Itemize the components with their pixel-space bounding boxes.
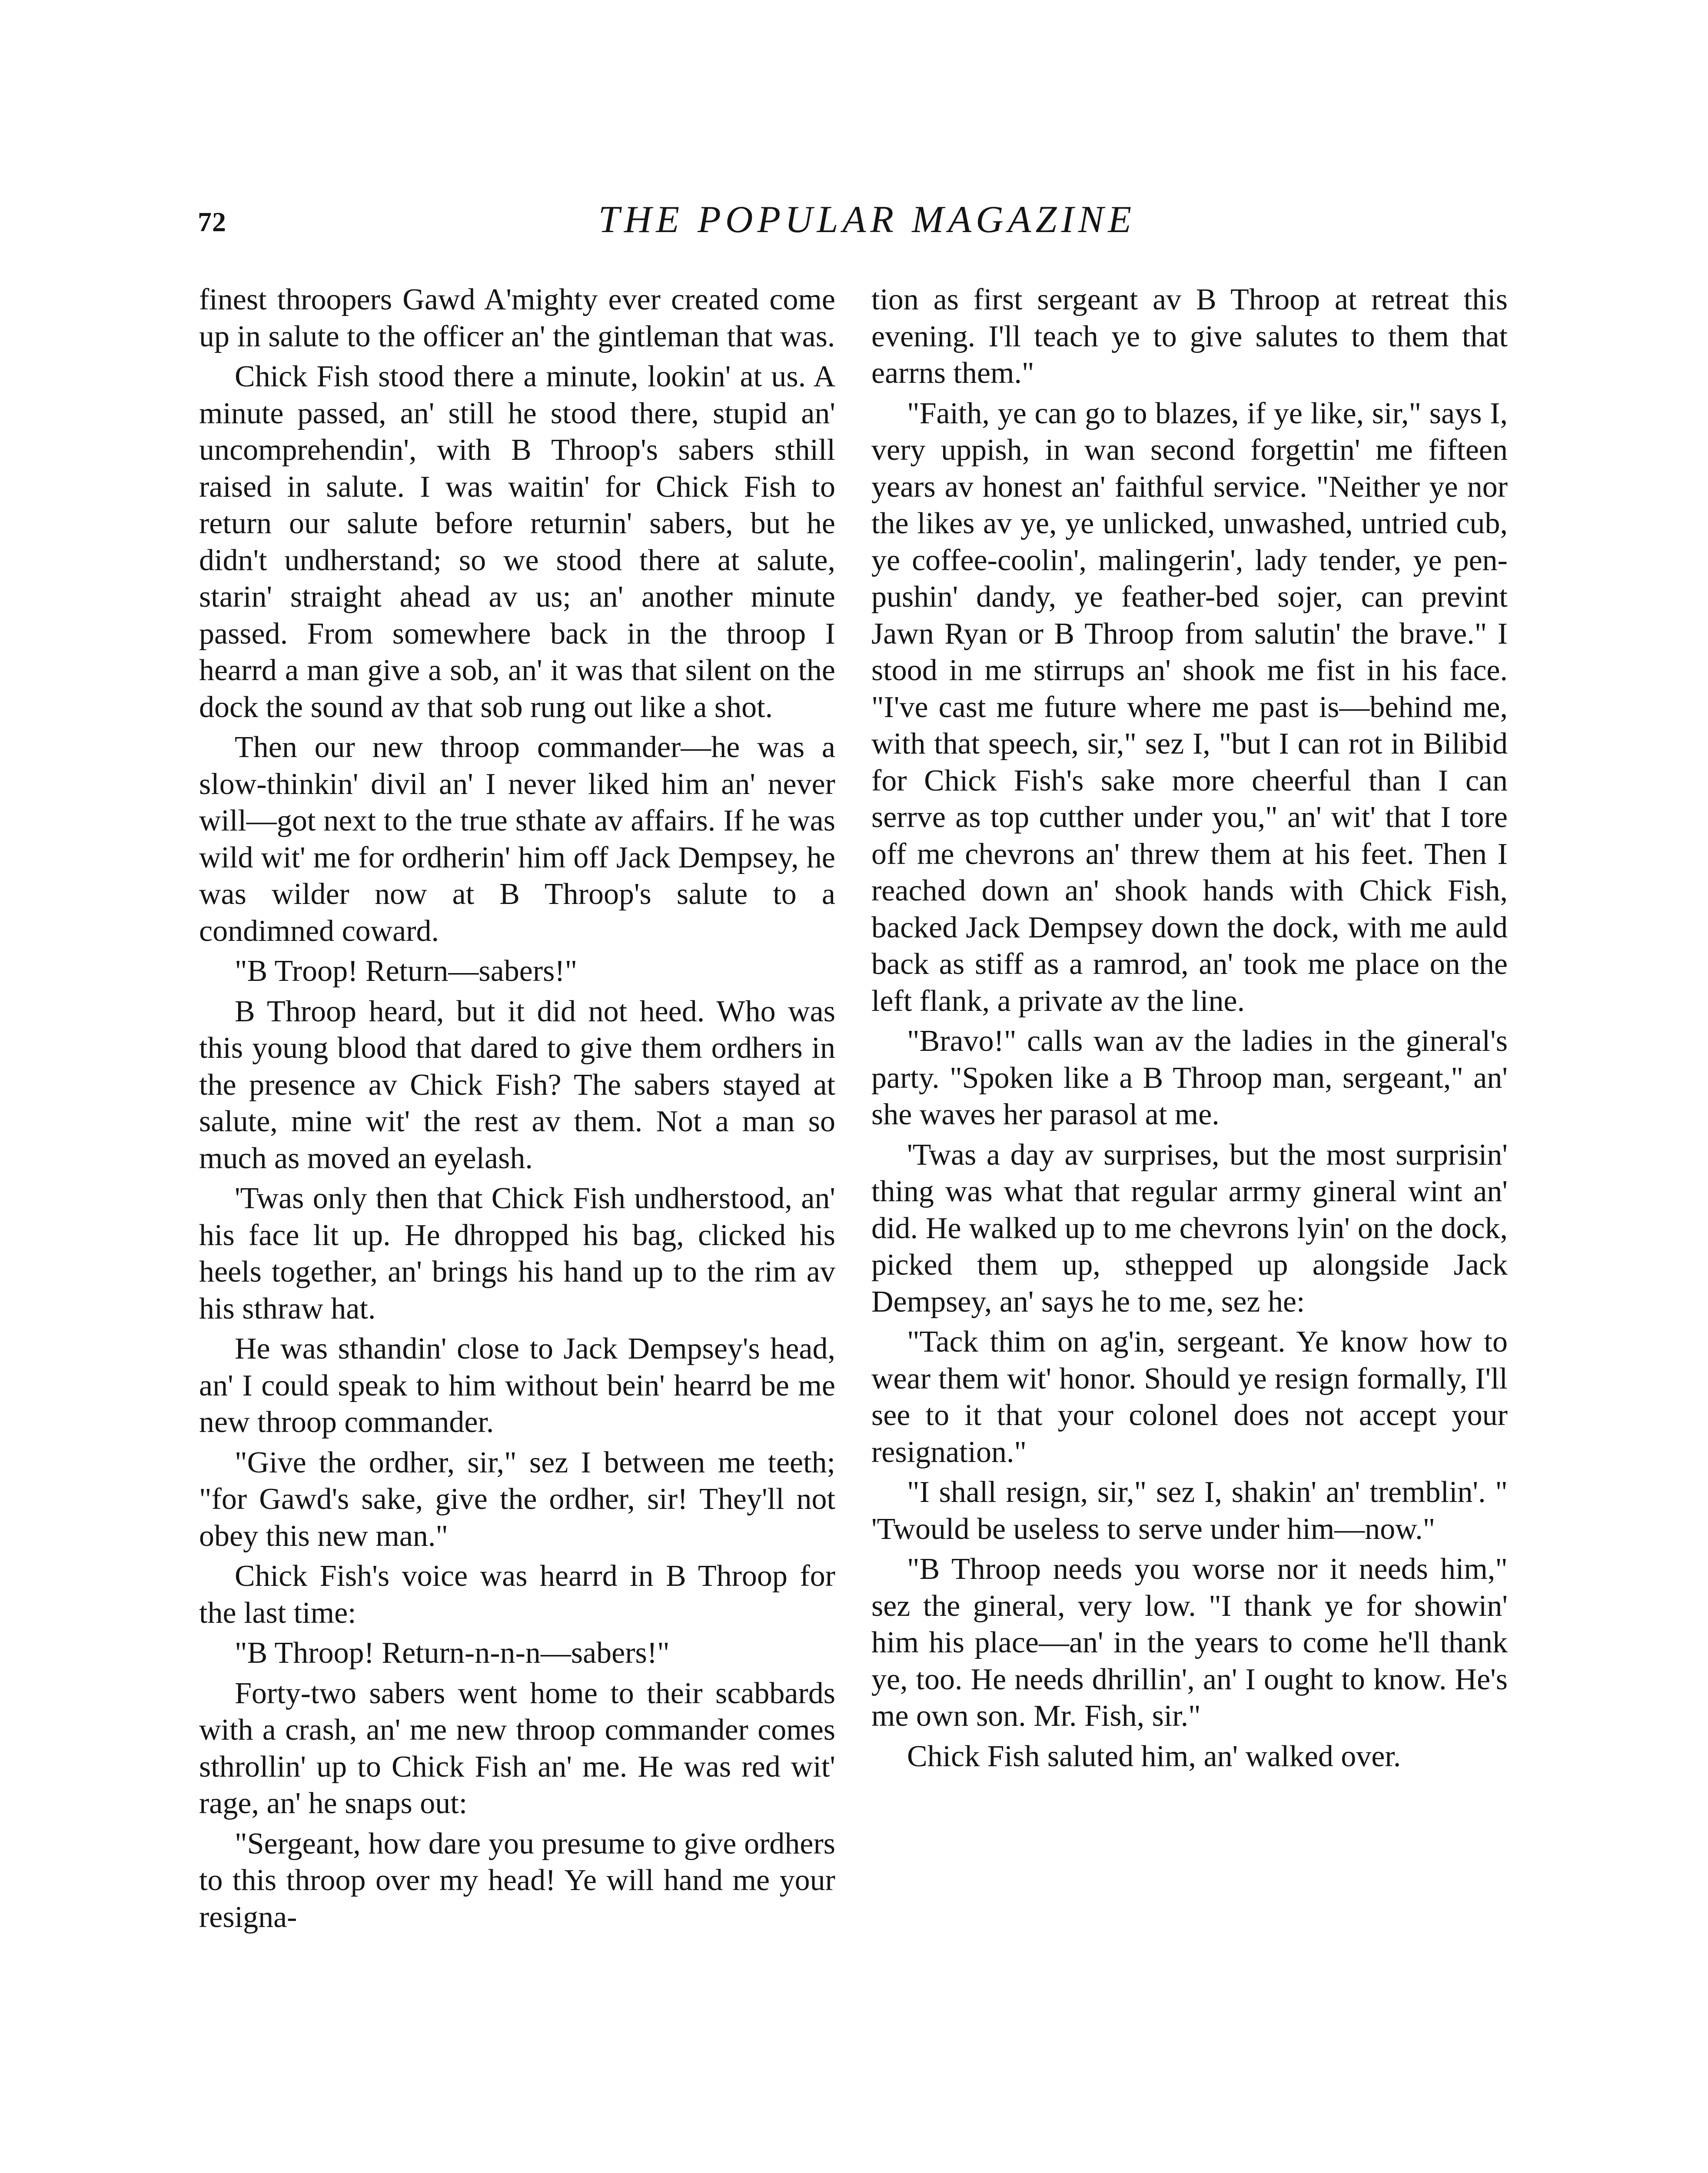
paragraph: 'Twas a day av surprises, but the most surprisin' thing was what that regular arrmy gineral wint an' did. He walked up to me chevrons lyin' on the dock, picked them up, sthepped up alongside Jack Dempsey, an' says he to me, sez he: [871,1138,1508,1319]
paragraph: finest throopers Gawd A'mighty ever created come up in salute to the officer an' the gintleman that was. [199,283,835,353]
paragraph: "Faith, ye can go to blazes, if ye like, sir," says I, very uppish, in wan second forgettin' me fifteen years av honest an' faithful service. "Neither ye nor the likes av ye, ye unlicked, unwashed, untried cub, ye coffee-coolin', malingerin', lady tender, ye pen-pushin' dandy, ye feather-bed sojer, can prevint Jawn Ryan or B Throop from salutin' the brave." I stood in me stirrups an' shook me fist in his face. "I've cast me future where me past is—behind me, with that speech, sir," sez I, "but I can rot in Bilibid for Chick Fish's sake more cheerful than I can serrve as top cutther under you," an' wit' that I tore off me chevrons an' threw them at his feet. Then I reached down an' shook hands with Chick Fish, backed Jack Dempsey down the dock, with me auld back as stiff as a ramrod, an' took me place on the left flank, a private av the line. [871,396,1508,1018]
left-column [199,282,835,1939]
paragraph: tion as first sergeant av B Throop at retreat this evening. I'll teach ye to give salutes to them that earrns them." [871,283,1508,390]
paragraph: "Bravo!" calls wan av the ladies in the gineral's party. "Spoken like a B Throop man, sergeant," an' she waves her parasol at me. [871,1024,1508,1131]
paragraph: "Give the ordher, sir," sez I between me teeth; "for Gawd's sake, give the ordher, sir! They'll not obey this new man." [199,1445,835,1553]
paragraph: Then our new throop commander—he was a slow-thinkin' divil an' I never liked him an' never will—got next to the true sthate av affairs. If he was wild wit' me for ordherin' him off Jack Dempsey, he was wilder now at B Throop's salute to a condimned coward. [199,731,835,948]
paragraph: "B Throop! Return-n-n-n—sabers!" [235,1636,670,1670]
paragraph: "B Throop needs you worse nor it needs him," sez the gineral, very low. "I thank ye for showin' him his place—an' in the years to come he'll thank ye, too. He needs dhrillin', an' I ought to know. He's me own son. Mr. Fish, sir." [871,1552,1508,1733]
paragraph: "Sergeant, how dare you presume to give ordhers to this throop over my head! Ye will hand me your resigna- [199,1827,835,1934]
paragraph: Chick Fish's voice was hearrd in B Throop for the last time: [199,1559,835,1630]
paragraph: Forty-two sabers went home to their scabbards with a crash, an' me new throop commander comes sthrollin' up to Chick Fish an' me. He was red wit' rage, an' he snaps out: [199,1676,835,1820]
right-column [871,282,1508,1778]
paragraph: "B Troop! Return—sabers!" [235,954,578,988]
magazine-title: THE POPULAR MAGAZINE [598,199,1136,241]
paragraph: 'Twas only then that Chick Fish undherstood, an' his face lit up. He dhropped his bag, clicked his heels together, an' brings his hand up to the rim av his sthraw hat. [199,1182,835,1326]
paragraph: He was sthandin' close to Jack Dempsey's head, an' I could speak to him without bein' hearrd be me new throop commander. [199,1332,835,1439]
paragraph: Chick Fish saluted him, an' walked over. [907,1739,1401,1773]
paragraph: "I shall resign, sir," sez I, shakin' an' tremblin'. " 'Twould be useless to serve under him—now." [871,1475,1508,1546]
paragraph: "Tack thim on ag'in, sergeant. Ye know how to wear them wit' honor. Should ye resign formally, I'll see to it that your colonel does not accept your resignation." [871,1325,1508,1469]
paragraph: Chick Fish stood there a minute, lookin' at us. A minute passed, an' still he stood there, stupid an' uncomprehendin', with B Throop's sabers sthill raised in salute. I was waitin' for Chick Fish to return our salute before returnin' sabers, but he didn't undherstand; so we stood there at salute, starin' straight ahead av us; an' another minute passed. From somewhere back in the throop I hearrd a man give a sob, an' it was that silent on the dock the sound av that sob rung out like a shot. [199,360,835,724]
page-number: 72 [198,206,226,237]
paragraph: B Throop heard, but it did not heed. Who was this young blood that dared to give them ordhers in the presence av Chick Fish? The sabers stayed at salute, mine wit' the rest av them. Not a man so much as moved an eyelash. [199,994,835,1175]
